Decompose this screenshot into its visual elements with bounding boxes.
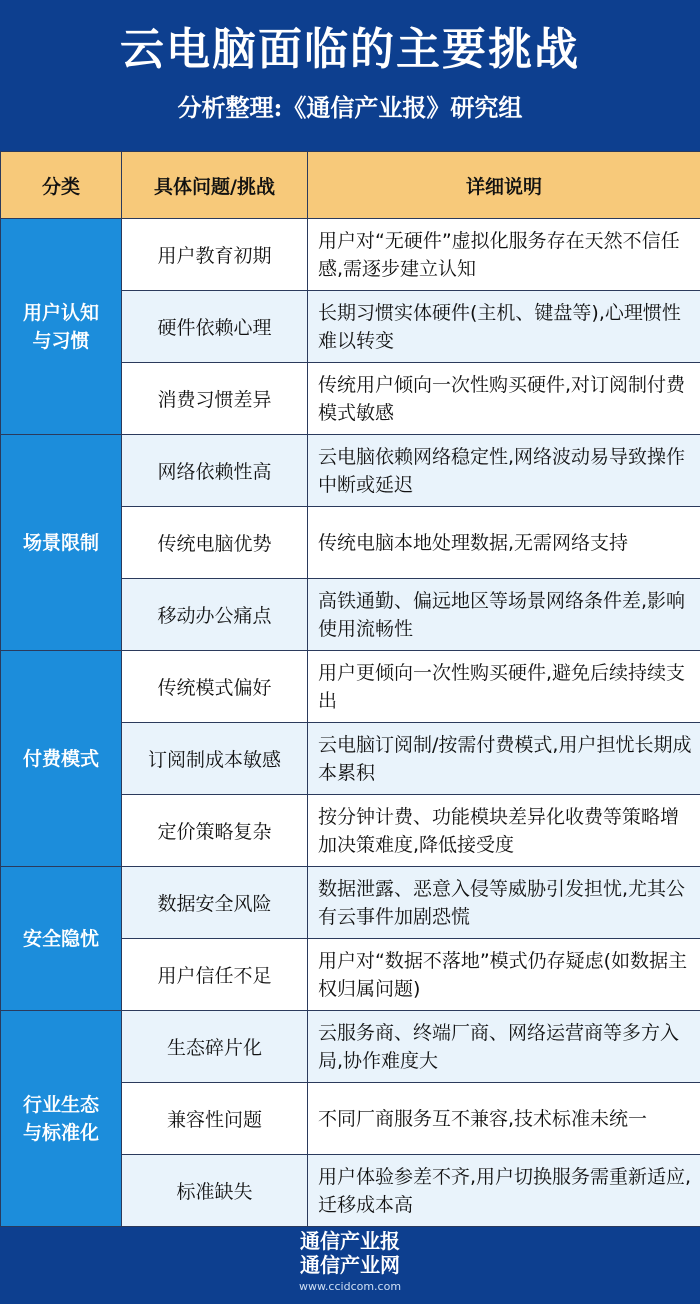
challenges-table: [0, 151, 700, 1227]
detail-cell: 数据泄露、恶意入侵等威胁引发担忧,尤其公有云事件加剧恐慌: [308, 867, 700, 939]
issue-cell: 兼容性问题: [122, 1083, 308, 1155]
category-cell: [1, 435, 122, 651]
issue-cell: 定价策略复杂: [122, 795, 308, 867]
issue-cell: 传统电脑优势: [122, 507, 308, 579]
table-row: [1, 651, 700, 723]
category-label: 行业生态 与标准化: [22, 1093, 99, 1144]
category-label: 场景限制: [22, 531, 99, 554]
table-header-row: [1, 152, 700, 219]
issue-cell: 用户信任不足: [122, 939, 308, 1011]
category-label: 付费模式: [22, 747, 99, 770]
issue-cell: 硬件依赖心理: [122, 291, 308, 363]
issue-cell: 消费习惯差异: [122, 363, 308, 435]
detail-cell: 高铁通勤、偏远地区等场景网络条件差,影响使用流畅性: [308, 579, 700, 651]
footer-url: www.ccidcom.com: [298, 1280, 402, 1293]
detail-cell: 云电脑依赖网络稳定性,网络波动易导致操作中断或延迟: [308, 435, 700, 507]
issue-cell: 生态碎片化: [122, 1011, 308, 1083]
detail-cell: 用户对“数据不落地”模式仍存疑虑(如数据主权归属问题): [308, 939, 700, 1011]
category-label: 安全隐忧: [22, 927, 99, 950]
issue-cell: 用户教育初期: [122, 219, 308, 291]
detail-cell: 用户对“无硬件”虚拟化服务存在天然不信任感,需逐步建立认知: [308, 219, 700, 291]
issue-cell: 订阅制成本敏感: [122, 723, 308, 795]
table-row: [1, 219, 700, 291]
detail-cell: 用户更倾向一次性购买硬件,避免后续持续支出: [308, 651, 700, 723]
issue-cell: 移动办公痛点: [122, 579, 308, 651]
table-row: [1, 435, 700, 507]
detail-cell: 不同厂商服务互不兼容,技术标准未统一: [308, 1083, 700, 1155]
detail-cell: 按分钟计费、功能模块差异化收费等策略增加决策难度,降低接受度: [308, 795, 700, 867]
issue-cell: 传统模式偏好: [122, 651, 308, 723]
page-title: 云电脑面临的主要挑战: [120, 24, 580, 75]
category-cell: [1, 651, 122, 867]
detail-cell: 长期习惯实体硬件(主机、键盘等),心理惯性难以转变: [308, 291, 700, 363]
table-row: [1, 867, 700, 939]
issue-cell: 标准缺失: [122, 1155, 308, 1227]
detail-cell: 用户体验参差不齐,用户切换服务需重新适应,迁移成本高: [308, 1155, 700, 1227]
column-header-issue: 具体问题/挑战: [122, 152, 308, 219]
category-label: 用户认知 与习惯: [22, 301, 99, 352]
category-cell: [1, 219, 122, 435]
table-row: [1, 1011, 700, 1083]
category-cell: [1, 1011, 122, 1227]
detail-cell: 云服务商、终端厂商、网络运营商等多方入局,协作难度大: [308, 1011, 700, 1083]
category-cell: [1, 867, 122, 1011]
column-header-category: 分类: [1, 152, 122, 219]
footer-brand-newspaper: 通信产业报: [300, 1229, 400, 1253]
header: [0, 0, 700, 150]
table-body: [1, 219, 700, 1227]
page-subtitle: 分析整理:《通信产业报》研究组: [177, 93, 523, 122]
issue-cell: 数据安全风险: [122, 867, 308, 939]
column-header-detail: 详细说明: [308, 152, 700, 219]
issue-cell: 网络依赖性高: [122, 435, 308, 507]
footer: [0, 1222, 700, 1304]
detail-cell: 云电脑订阅制/按需付费模式,用户担忧长期成本累积: [308, 723, 700, 795]
detail-cell: 传统电脑本地处理数据,无需网络支持: [308, 507, 700, 579]
detail-cell: 传统用户倾向一次性购买硬件,对订阅制付费模式敏感: [308, 363, 700, 435]
footer-brand-website: 通信产业网: [300, 1253, 400, 1277]
